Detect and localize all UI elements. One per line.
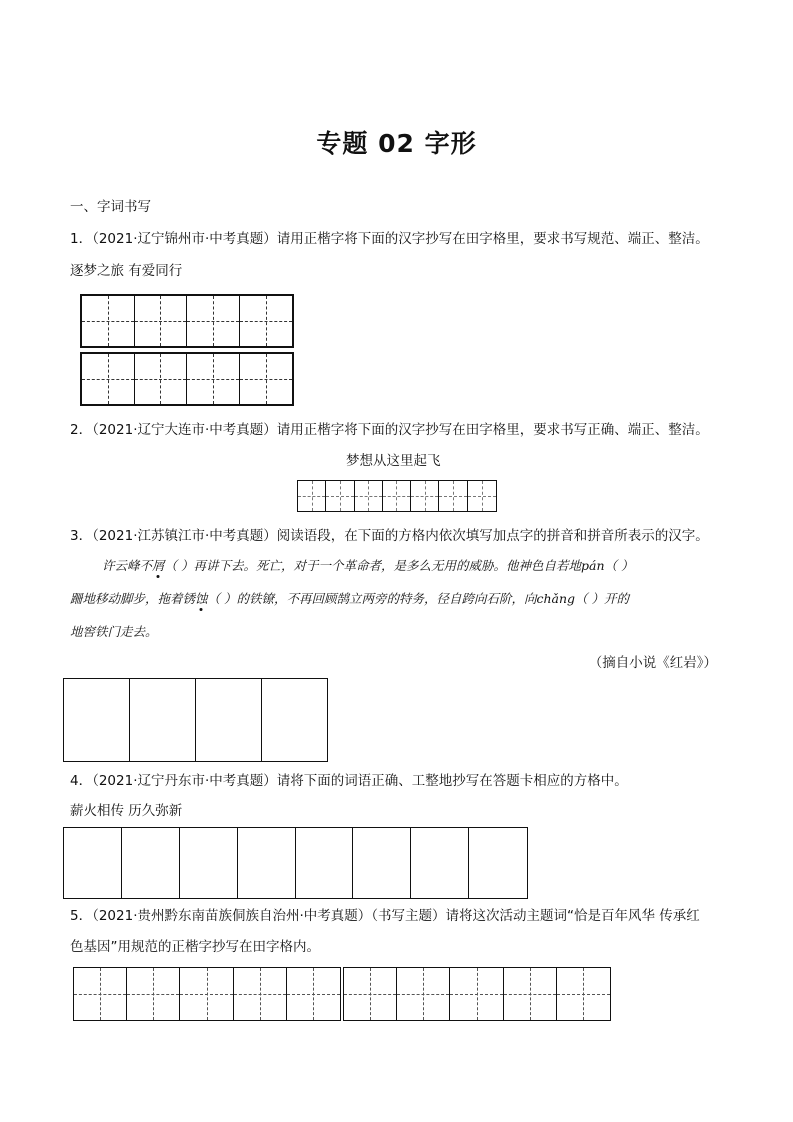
answer-box[interactable]: [180, 828, 238, 898]
q4-words: 薪火相传 历久弥新: [70, 803, 183, 819]
grid-cell[interactable]: [187, 296, 240, 346]
answer-box[interactable]: [238, 828, 296, 898]
q3-source: （摘自小说《红岩》）: [588, 655, 717, 671]
grid-cell[interactable]: [504, 968, 557, 1020]
q3-prompt: 3．（2021·江苏镇江市·中考真题）阅读语段，在下面的方格内依次填写加点字的拼音和拼音所表示的汉字。: [70, 528, 709, 544]
q3-passage-line-2: 跚地移动脚步，拖着锈蚀（ ）的铁镣，不再回顾鹄立两旁的特务，径自跨向石阶，向chǎng（ ）开的: [70, 591, 630, 606]
answer-box[interactable]: [122, 828, 180, 898]
grid-cell[interactable]: [439, 481, 467, 511]
grid-cell[interactable]: [397, 968, 450, 1020]
grid-cell[interactable]: [411, 481, 439, 511]
q1-prompt: 1．（2021·辽宁锦州市·中考真题）请用正楷字将下面的汉字抄写在田字格里，要求书写规范、端正、整洁。: [70, 231, 709, 247]
section-heading: 一、字词书写: [70, 199, 151, 215]
answer-box[interactable]: [353, 828, 411, 898]
q5-prompt-line-2: 色基因”用规范的正楷字抄写在田字格内。: [70, 939, 320, 955]
answer-box[interactable]: [196, 679, 262, 761]
page-title: 专题 02 字形: [316, 129, 477, 158]
grid-cell[interactable]: [187, 354, 240, 404]
grid-cell[interactable]: [557, 968, 610, 1020]
grid-cell[interactable]: [82, 354, 135, 404]
q5-grid-right[interactable]: [343, 967, 611, 1021]
q1-words: 逐梦之旅 有爱同行: [70, 263, 183, 279]
grid-cell[interactable]: [355, 481, 383, 511]
q3-passage-line-1: 许云峰不屑（ ）再讲下去。死亡，对于一个革命者，是多么无用的威胁。他神色自若地pán（ ）: [102, 558, 634, 573]
answer-box[interactable]: [469, 828, 527, 898]
grid-cell[interactable]: [82, 296, 135, 346]
grid-cell[interactable]: [468, 481, 496, 511]
grid-cell[interactable]: [180, 968, 233, 1020]
q3-passage-line-3: 地窖铁门走去。: [70, 624, 158, 639]
q4-answer-boxes[interactable]: [63, 827, 528, 899]
grid-cell[interactable]: [383, 481, 411, 511]
grid-cell[interactable]: [240, 354, 293, 404]
grid-cell[interactable]: [450, 968, 503, 1020]
q3-answer-boxes[interactable]: [63, 678, 328, 762]
grid-cell[interactable]: [344, 968, 397, 1020]
answer-box[interactable]: [130, 679, 196, 761]
grid-cell[interactable]: [326, 481, 354, 511]
q3-dotted-char-2: 蚀: [195, 591, 208, 606]
grid-cell[interactable]: [135, 296, 188, 346]
answer-box[interactable]: [262, 679, 326, 761]
q2-prompt: 2．（2021·辽宁大连市·中考真题）请用正楷字将下面的汉字抄写在田字格里，要求书写正确、端正、整洁。: [70, 422, 709, 438]
grid-cell[interactable]: [234, 968, 287, 1020]
q1-grid-row-2[interactable]: [80, 352, 294, 406]
q5-prompt-line-1: 5．（2021·贵州黔东南苗族侗族自治州·中考真题）（书写主题）请将这次活动主题词“恰是百年风华 传承红: [70, 908, 700, 924]
answer-box[interactable]: [411, 828, 469, 898]
q2-words: 梦想从这里起飞: [346, 453, 441, 469]
q5-grid-left[interactable]: [73, 967, 341, 1021]
grid-cell[interactable]: [135, 354, 188, 404]
q4-prompt: 4．（2021·辽宁丹东市·中考真题）请将下面的词语正确、工整地抄写在答题卡相应的方格中。: [70, 773, 628, 789]
grid-cell[interactable]: [127, 968, 180, 1020]
grid-cell[interactable]: [240, 296, 293, 346]
q3-dotted-char-1: 屑: [152, 558, 165, 573]
grid-cell[interactable]: [287, 968, 340, 1020]
answer-box[interactable]: [64, 828, 122, 898]
q1-grid-row-1[interactable]: [80, 294, 294, 348]
grid-cell[interactable]: [298, 481, 326, 511]
answer-box[interactable]: [64, 679, 130, 761]
answer-box[interactable]: [296, 828, 354, 898]
grid-cell[interactable]: [74, 968, 127, 1020]
q2-grid[interactable]: [297, 480, 497, 512]
